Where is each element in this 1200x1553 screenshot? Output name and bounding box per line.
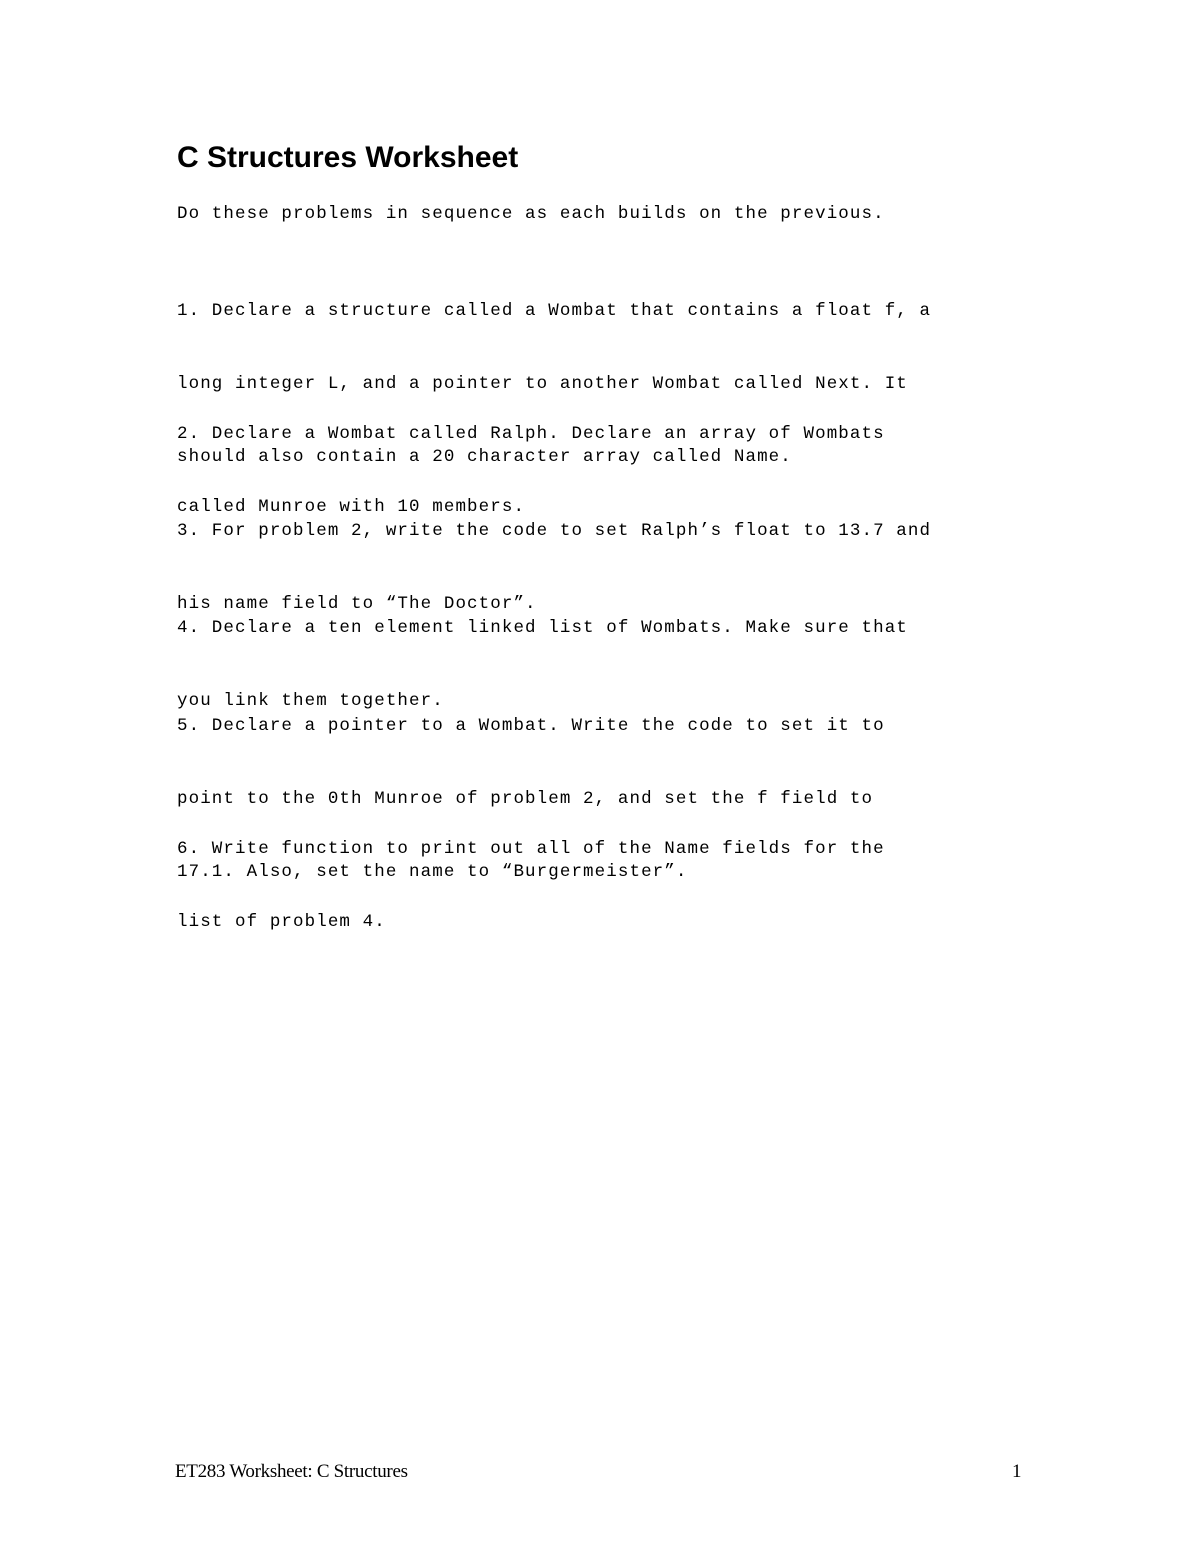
problem-line: you link them together. [177,691,444,712]
problem-line: should also contain a 20 character array called Name. [177,447,792,468]
problem-line: 1. Declare a structure called a Wombat that contains a float f, a [177,300,932,321]
problem-line: 2. Declare a Wombat called Ralph. Declare an array of Wombats [177,423,885,444]
problem-line: 5. Declare a pointer to a Wombat. Write the code to set it to [177,715,885,736]
page-number: 1 [1012,1461,1022,1482]
problem-line: point to the 0th Munroe of problem 2, and set the f field to [177,789,874,810]
problem-line: called Munroe with 10 members. [177,497,526,518]
problem-line: long integer L, and a pointer to another Wombat called Next. It [177,374,908,395]
problem-line: list of problem 4. [177,912,386,933]
problem-line: 3. For problem 2, write the code to set Ralph’s float to 13.7 and [177,520,932,541]
problem-line: 6. Write function to print out all of the Name fields for the [177,838,885,859]
footer-title: ET283 Worksheet: C Structures [175,1461,408,1482]
problem-6 [177,788,885,983]
problem-line: his name field to “The Doctor”. [177,594,537,615]
page-title: C Structures Worksheet [177,141,519,174]
problem-line: 4. Declare a ten element linked list of Wombats. Make sure that [177,617,908,638]
problem-line: 17.1. Also, set the name to “Burgermeister”. [177,862,688,883]
intro-text: Do these problems in sequence as each builds on the previous. [177,204,885,224]
